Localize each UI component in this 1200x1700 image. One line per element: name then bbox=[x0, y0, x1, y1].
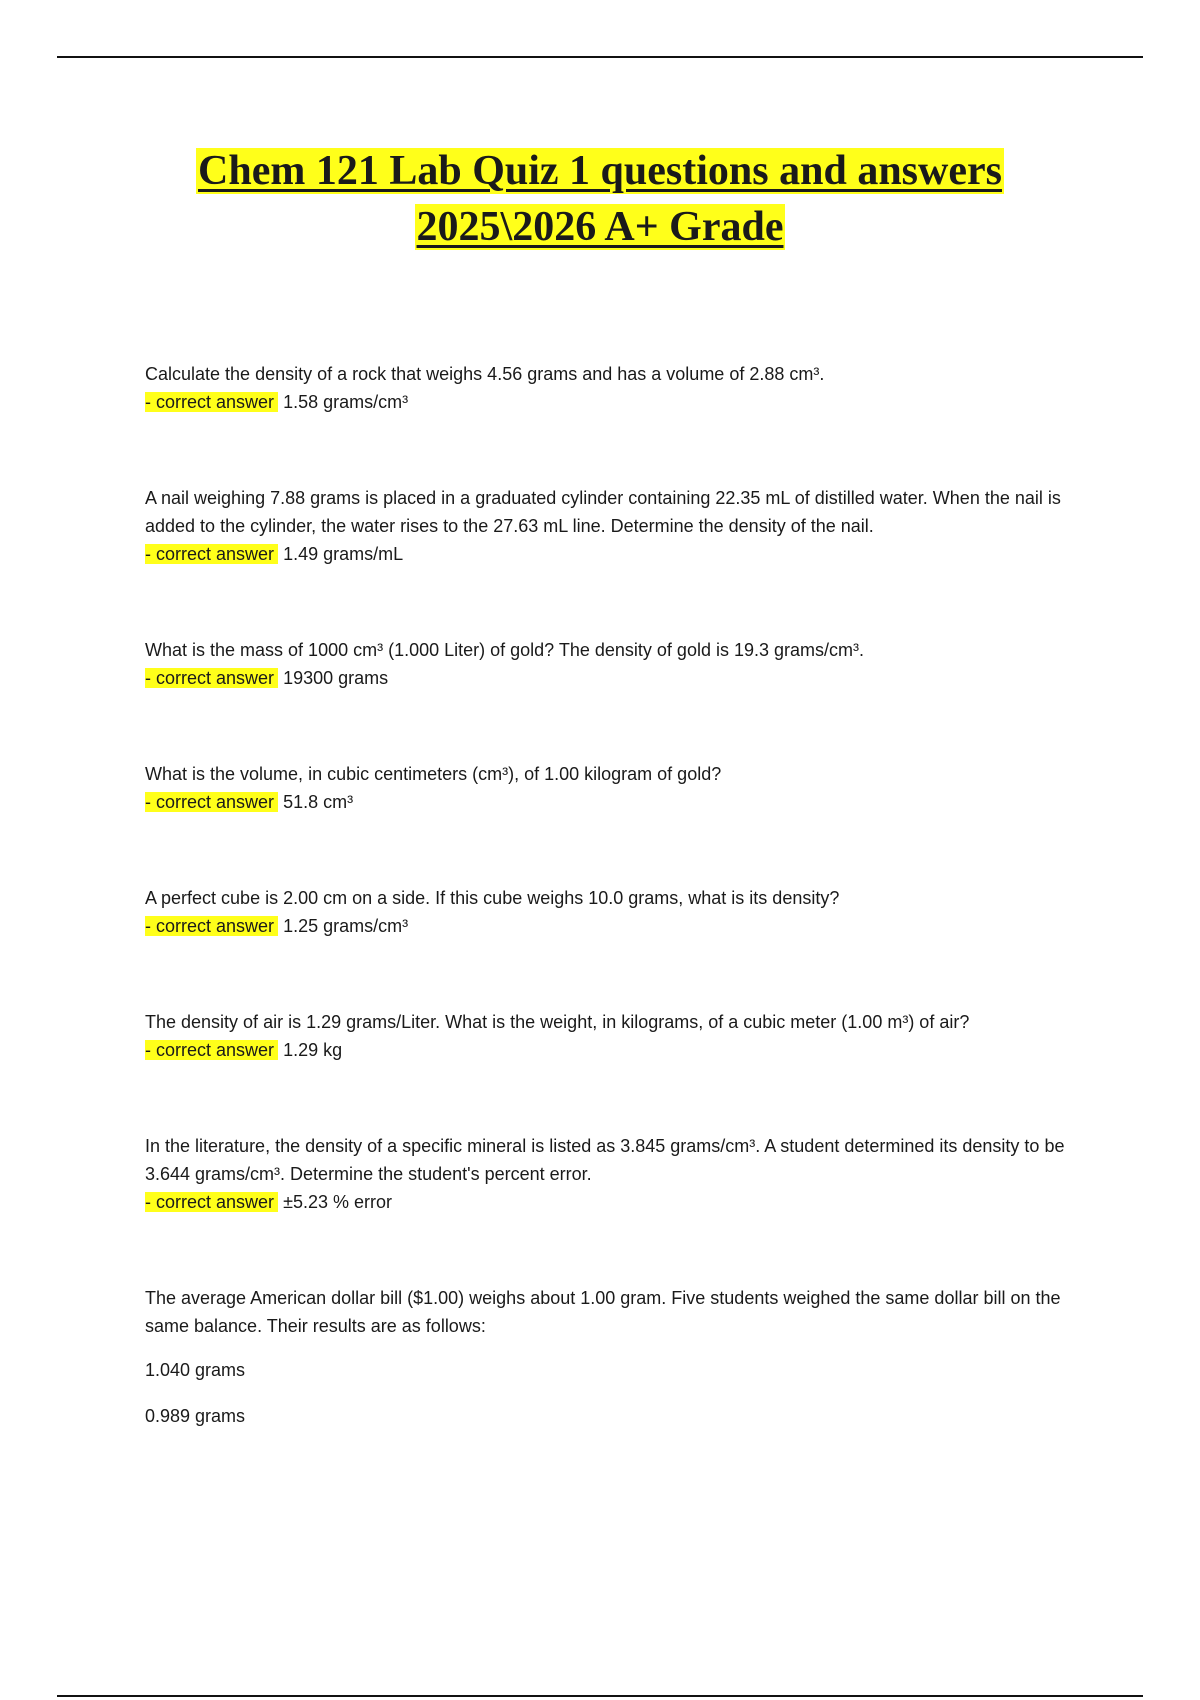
answer-line bbox=[145, 388, 1085, 416]
correct-answer-label: - correct answer bbox=[145, 792, 278, 812]
qa-item bbox=[145, 1132, 1085, 1216]
answer-line bbox=[145, 1036, 1085, 1064]
correct-answer-label: - correct answer bbox=[145, 668, 278, 688]
answer-text: 1.25 grams/cm³ bbox=[283, 916, 409, 936]
qa-item bbox=[145, 636, 1085, 692]
answer-text: 1.58 grams/cm³ bbox=[283, 392, 409, 412]
answer-text: 1.29 kg bbox=[283, 1040, 343, 1060]
results-list bbox=[145, 1356, 1085, 1430]
bottom-rule bbox=[57, 1695, 1143, 1697]
qa-item-last bbox=[145, 1284, 1085, 1430]
result-value: 0.989 grams bbox=[145, 1406, 246, 1426]
correct-answer-label: - correct answer bbox=[145, 916, 278, 936]
answer-line bbox=[145, 1188, 1085, 1216]
document-title bbox=[0, 143, 1200, 255]
answer-text: 19300 grams bbox=[283, 668, 389, 688]
title-line-1: Chem 121 Lab Quiz 1 questions and answers bbox=[198, 148, 1002, 194]
question-text: In the literature, the density of a specific mineral is listed as 3.845 grams/cm³. A student determined its density to be 3.644 grams/cm³. Determine the student's percent error. bbox=[145, 1136, 1065, 1184]
result-value: 1.040 grams bbox=[145, 1360, 246, 1380]
qa-item bbox=[145, 360, 1085, 416]
title-line-2: 2025\2026 A+ Grade bbox=[416, 204, 784, 250]
answer-text: ±5.23 % error bbox=[283, 1192, 392, 1212]
answer-text: 1.49 grams/mL bbox=[283, 544, 404, 564]
top-rule bbox=[57, 56, 1143, 58]
qa-item bbox=[145, 484, 1085, 568]
answer-line bbox=[145, 912, 1085, 940]
correct-answer-label: - correct answer bbox=[145, 544, 278, 564]
answer-line bbox=[145, 540, 1085, 568]
quiz-content bbox=[145, 360, 1085, 1498]
correct-answer-label: - correct answer bbox=[145, 392, 278, 412]
question-text: A perfect cube is 2.00 cm on a side. If this cube weighs 10.0 grams, what is its density? bbox=[145, 888, 840, 908]
answer-line bbox=[145, 788, 1085, 816]
question-text: What is the mass of 1000 cm³ (1.000 Liter) of gold? The density of gold is 19.3 grams/cm³. bbox=[145, 640, 864, 660]
answer-text: 51.8 cm³ bbox=[283, 792, 354, 812]
answer-line bbox=[145, 664, 1085, 692]
qa-item bbox=[145, 884, 1085, 940]
qa-item bbox=[145, 760, 1085, 816]
question-text: What is the volume, in cubic centimeters (cm³), of 1.00 kilogram of gold? bbox=[145, 764, 722, 784]
question-text: The density of air is 1.29 grams/Liter. What is the weight, in kilograms, of a cubic meter (1.00 m³) of air? bbox=[145, 1012, 970, 1032]
correct-answer-label: - correct answer bbox=[145, 1192, 278, 1212]
question-text: A nail weighing 7.88 grams is placed in a graduated cylinder containing 22.35 mL of distilled water. When the nail is added to the cylinder, the water rises to the 27.63 mL line. Determine the density of the nail. bbox=[145, 488, 1061, 536]
question-text: The average American dollar bill ($1.00) weighs about 1.00 gram. Five students weighed the same dollar bill on the same balance. Their results are as follows: bbox=[145, 1288, 1061, 1336]
correct-answer-label: - correct answer bbox=[145, 1040, 278, 1060]
qa-item bbox=[145, 1008, 1085, 1064]
question-text: Calculate the density of a rock that weighs 4.56 grams and has a volume of 2.88 cm³. bbox=[145, 364, 825, 384]
